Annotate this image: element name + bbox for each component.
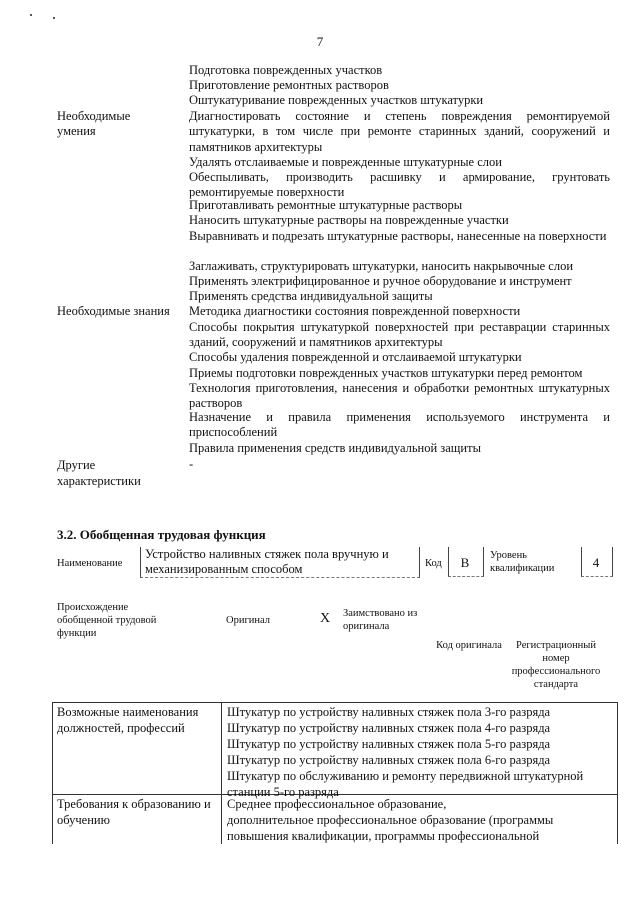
skill-continued-item: Оштукатуривание поврежденных участков штукатурки xyxy=(189,93,484,107)
table-row-label: Требования к образованию и обучению xyxy=(57,797,211,827)
table-left-border xyxy=(52,702,53,844)
knowledge-label: Необходимые знания xyxy=(57,304,170,318)
table-right-border xyxy=(617,702,618,844)
knowledge-item: Приемы подготовки поврежденных участков штукатурки перед ремонтом xyxy=(189,366,583,380)
skills-label: Необходимые умения xyxy=(57,109,131,138)
scan-speck xyxy=(53,17,55,19)
level-value: 4 xyxy=(592,555,600,570)
table-top-border xyxy=(52,702,618,703)
other-label: Другие характеристики xyxy=(57,458,141,488)
code-original-label: Код оригинала xyxy=(436,640,502,651)
skill-item: Диагностировать состояние и степень повреждения ремонтируемой штукатурки, в том числе при ремонте старинных зданий, сооружений и памятников архитектуры xyxy=(189,109,610,154)
skill-continued-item: Приготовление ремонтных растворов xyxy=(189,78,389,92)
knowledge-item: Методика диагностики состояния поврежденной поверхности xyxy=(189,304,521,318)
skill-item: Применять средства индивидуальной защиты xyxy=(189,289,433,303)
knowledge-item: Способы покрытия штукатуркой поверхностей при реставрации старинных зданий, сооружений и памятников архитектуры xyxy=(189,320,610,350)
table-cell: Штукатур по обслуживанию и ремонту передвижной штукатурной станции 5-го разряда xyxy=(227,769,584,799)
skill-item: Обеспыливать, производить расшивку и армирование, грунтовать ремонтируемые поверхности xyxy=(189,170,610,200)
skill-item: Применять электрифицированное и ручное оборудование и инструмент xyxy=(189,274,572,288)
section-title: 3.2. Обобщенная трудовая функция xyxy=(57,527,266,542)
other-value: - xyxy=(189,457,194,471)
code-label: Код xyxy=(425,558,442,569)
skill-item: Выравнивать и подрезать штукатурные растворы, нанесенные на поверхности xyxy=(189,229,607,243)
origin-label: Происхождение обобщенной трудовой функции xyxy=(57,602,157,639)
skill-item: Приготавливать ремонтные штукатурные растворы xyxy=(189,198,463,212)
original-label: Оригинал xyxy=(226,615,270,626)
skill-continued-item: Подготовка поврежденных участков xyxy=(189,63,383,77)
table-cell: дополнительное профессиональное образование (программы повышения квалификации, программы профессиональной xyxy=(227,813,554,843)
knowledge-item: Способы удаления поврежденной и отслаиваемой штукатурки xyxy=(189,350,522,364)
name-value: Устройство наливных стяжек пола вручную и механизированным способом xyxy=(145,547,389,576)
skill-item: Наносить штукатурные растворы на поврежденные участки xyxy=(189,213,509,227)
knowledge-item: Правила применения средств индивидуальной защиты xyxy=(189,441,481,455)
table-cell: Штукатур по устройству наливных стяжек пола 3-го разряда xyxy=(227,705,551,719)
table-cell: Среднее профессиональное образование, xyxy=(227,797,447,811)
original-mark: X xyxy=(320,611,331,626)
page-number: 7 xyxy=(316,34,324,49)
reg-number-label: Регистрационный номер профессионального стандарта xyxy=(511,640,601,690)
knowledge-item: Технология приготовления, нанесения и обработки ремонтных штукатурных растворов xyxy=(189,381,610,411)
code-value: В xyxy=(460,555,470,570)
table-row-label: Возможные наименования должностей, профессий xyxy=(57,705,199,735)
table-column-divider xyxy=(221,702,222,844)
scan-speck xyxy=(30,14,32,16)
borrowed-label: Заимствовано из оригинала xyxy=(343,608,418,632)
name-label: Наименование xyxy=(57,558,123,569)
knowledge-item: Назначение и правила применения используемого инструмента и приспособлений xyxy=(189,410,610,440)
table-cell: Штукатур по устройству наливных стяжек пола 6-го разряда xyxy=(227,753,551,767)
skill-item: Заглаживать, структурировать штукатурки, наносить накрывочные слои xyxy=(189,259,574,273)
skill-item: Удалять отслаиваемые и поврежденные штукатурные слои xyxy=(189,155,502,169)
table-cell: Штукатур по устройству наливных стяжек пола 4-го разряда xyxy=(227,721,551,735)
level-label: Уровень квалификации xyxy=(490,550,555,574)
table-cell: Штукатур по устройству наливных стяжек пола 5-го разряда xyxy=(227,737,551,751)
